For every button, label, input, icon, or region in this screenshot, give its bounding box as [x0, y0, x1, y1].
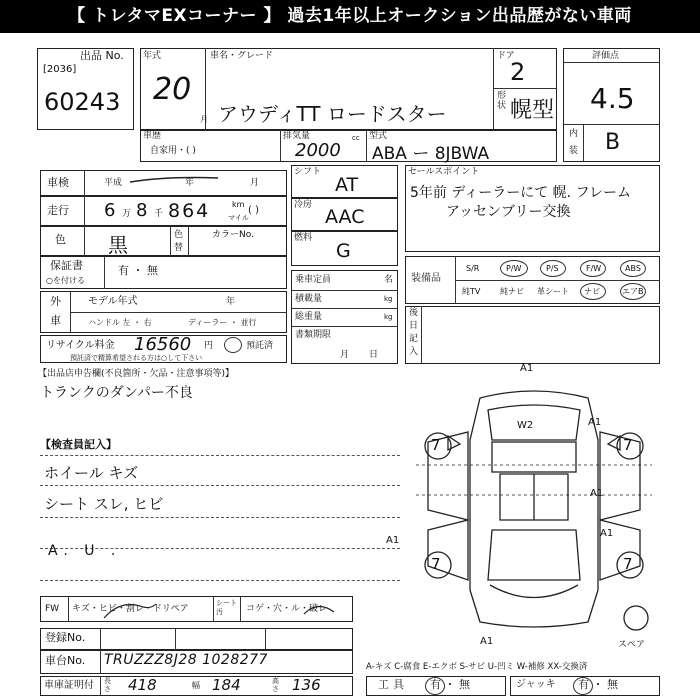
jack-label: ジャッキ [516, 679, 556, 690]
equip-circle-ps [540, 260, 566, 277]
equip-abs: ABS [625, 264, 641, 273]
rear-label-1: 後 [409, 308, 419, 318]
recycle-note: 預託済で精算希望される方は○して下さい [70, 354, 203, 362]
tools-options: 有 ・ 無 [430, 678, 470, 691]
equip-circle-pw [500, 260, 528, 277]
score-label: 評価点 [592, 51, 620, 61]
wheel-fl: 7 [431, 436, 441, 454]
aircon-value: AAC [325, 206, 365, 228]
handle-label: ハンドル 左 ・ 右 [88, 318, 152, 327]
shaken-label: 車検 [47, 176, 69, 189]
recycle-status: 預託済 [246, 341, 274, 351]
model-label: 型式 [369, 131, 388, 141]
equip-tv: 純TV [462, 287, 481, 296]
type-row [140, 130, 557, 162]
displacement-unit: cc [352, 134, 360, 142]
load-label: 積載量 [295, 294, 323, 304]
registration-label: 登録No. [45, 631, 86, 644]
year-value: 20 [153, 72, 192, 107]
shaken-month-unit: 月 [250, 178, 260, 188]
equip-circle-airbag [620, 283, 646, 300]
diagram-mark-w2: W2 [517, 420, 534, 431]
cert-len-label: 長さ [104, 677, 111, 693]
gross-label: 総重量 [295, 312, 323, 322]
displacement-value: 2000 [295, 140, 341, 161]
equip-fw: F/W [586, 264, 602, 273]
equip-sr: S/R [466, 264, 480, 273]
interior-value: B [605, 130, 621, 155]
equip-airbag: エアB [622, 287, 644, 296]
header-banner: 【 トレタマEXコーナー 】 過去1年以上オークション出品歴がない車両 [0, 0, 700, 33]
warranty-label: 保証書 [50, 259, 83, 272]
sales-point-label: セールスポイント [408, 167, 480, 177]
chassis-value: TRUZZZ8J28 1028277 [104, 652, 268, 668]
strike-line [128, 172, 228, 186]
recycle-unit: 円 [204, 341, 214, 351]
gross-unit: kg [384, 313, 393, 321]
door-value: 2 [510, 58, 526, 86]
equip-circle-abs [620, 260, 646, 277]
diagram-mark-left: A1 [386, 535, 400, 546]
mileage-v3: 864 [168, 200, 211, 222]
inspector-line3: A. U . [48, 543, 122, 559]
lot-code: [2036] [43, 64, 77, 75]
score-value: 4.5 [590, 82, 635, 115]
cert-len-value: 418 [128, 676, 157, 694]
legend: A-キズ C-腐食 E-エクボ S-サビ U-凹ミ W-補修 XX-交換済 [366, 662, 588, 672]
wheel-rr: 7 [623, 555, 633, 573]
kubun-label: 車歴 [143, 131, 162, 141]
color-no-label: カラーNo. [212, 230, 254, 240]
jack-options: 有 ・ 無 [578, 678, 618, 691]
sales-point-line2: アッセンブリー交換 [446, 204, 571, 220]
rear-label-2: 日 [409, 321, 419, 331]
foreign-label-1: 外 [50, 295, 61, 308]
expiry-unit: 月日 [340, 350, 399, 360]
shaken-year-unit: 年 [185, 178, 195, 188]
inspector-label: 【検査員記入】 [40, 438, 117, 451]
riders-label: 乗車定員 [295, 275, 332, 285]
foreign-label-2: 車 [50, 314, 61, 327]
displacement-label: 排気量 [283, 131, 311, 141]
cert-label: 車庫証明付 [44, 680, 94, 691]
mileage-mile: マイル [228, 214, 249, 222]
interior-label-1: 内 [569, 129, 579, 139]
color-change-1: 色 [174, 230, 184, 240]
sales-point-line1: 5年前 ディーラーにて 幌. フレーム [410, 185, 632, 201]
seller-notes-line1: トランクのダンパー不良 [40, 385, 193, 401]
defect-scribble [100, 598, 160, 622]
dealer-label: ディーラー ・ 並行 [188, 318, 257, 327]
year-label: 年式 [143, 51, 162, 61]
mileage-u1: 万 [122, 209, 132, 219]
cert-wid-value: 184 [212, 676, 241, 694]
interior-label-2: 装 [569, 146, 579, 156]
equipment-label: 装備品 [411, 273, 441, 284]
seller-notes-label: 【出品店申告欄(不良箇所・欠品・注意事項等)】 [38, 369, 235, 379]
diagram-mark-right-mid: A1 [590, 488, 604, 499]
fuel-value: G [336, 240, 351, 262]
equip-circle-navi2 [580, 283, 606, 300]
tools-circle [425, 677, 445, 695]
diagram-mark-top: A1 [520, 363, 534, 374]
equip-leather: 革シート [537, 287, 569, 296]
jack-circle [573, 677, 593, 695]
diagram-mark-right-low: A1 [600, 528, 614, 539]
cert-wid-label: 幅 [192, 681, 200, 690]
mileage-v2: 8 [136, 200, 148, 221]
defect-scribble-2 [300, 598, 340, 622]
kubun-value: 自家用・( ) [150, 146, 196, 156]
color-label: 色 [55, 233, 66, 246]
defects-text2: コゲ・穴・ル・破レ [246, 604, 328, 614]
defects-label: FW [45, 604, 60, 614]
color-change-2: 替 [174, 243, 184, 253]
recycle-value: 16560 [134, 334, 192, 355]
mileage-km: km [232, 200, 245, 209]
tools-label: 工具 [378, 678, 408, 691]
registration-row [40, 628, 353, 650]
recycle-circle [224, 337, 242, 353]
riders-unit: 名 [384, 275, 394, 285]
cert-hgt-value: 136 [292, 676, 321, 694]
aircon-label: 冷房 [294, 200, 313, 210]
shaken-era: 平成 [104, 178, 123, 188]
expiry-label: 書類期限 [295, 330, 332, 340]
equip-navi: 純ナビ [500, 287, 524, 296]
equip-ps: P/S [546, 264, 559, 273]
shape-value: 幌型 [510, 98, 555, 123]
equip-circle-fw [580, 260, 606, 277]
diagram-mark-bottom: A1 [480, 636, 494, 647]
warranty-options: 有 ・ 無 [118, 264, 158, 277]
car-name-label: 車名・グレード [210, 51, 274, 61]
mileage-paren: ( ) [248, 205, 259, 216]
mileage-u2: 千 [154, 209, 164, 219]
shift-value: AT [335, 174, 359, 196]
mileage-label: 走行 [47, 204, 69, 217]
inspector-line1: ホイール キズ [44, 464, 139, 482]
shape-label: 形状 [497, 91, 507, 111]
inspector-line2: シート スレ, ヒビ [44, 495, 164, 513]
car-name-value: アウディTT ロードスター [218, 102, 447, 126]
load-unit: kg [384, 295, 393, 303]
lot-number: 60243 [44, 88, 121, 116]
equip-navi2: ナビ [584, 287, 600, 296]
wheel-fr: 7 [623, 436, 633, 454]
chassis-label: 車台No. [45, 654, 86, 667]
mileage-v1: 6 [104, 200, 116, 221]
model-value: ABA ー 8JBWA [372, 144, 490, 164]
model-year-unit: 年 [226, 297, 236, 307]
year-unit: 月 [200, 115, 208, 124]
shift-label: シフト [294, 167, 322, 177]
diagram-mark-right-top: A1 [588, 417, 602, 428]
warranty-note: ○を付ける [46, 276, 85, 285]
fuel-label: 燃料 [294, 233, 313, 243]
lot-label: 出品 No. [80, 49, 124, 62]
defects-seat-label: シート汚 [216, 599, 237, 616]
defects-text: キズ・ヒビ・割レ・ドリペア [72, 604, 189, 614]
rear-box [405, 306, 660, 364]
equip-pw: P/W [506, 264, 522, 273]
door-label: ドア [497, 51, 515, 61]
car-diagram [408, 370, 660, 640]
rear-label-3: 記 [409, 334, 419, 344]
wheel-rl: 7 [431, 555, 441, 573]
model-year-label: モデル年式 [88, 296, 138, 307]
rear-label-4: 入 [409, 347, 419, 357]
spare-label: スペア [618, 640, 646, 650]
recycle-label: リサイクル料金 [46, 340, 115, 351]
color-value: 黒 [108, 233, 128, 257]
cert-hgt-label: 高さ [272, 677, 279, 693]
